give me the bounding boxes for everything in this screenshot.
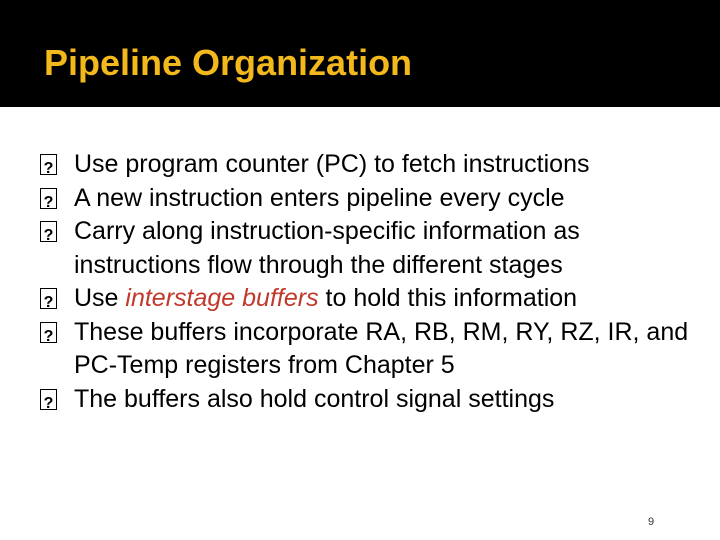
bullet-text: The buffers also hold control signal settings [74,384,555,413]
bullet-item [40,182,690,216]
unknown-glyph-icon [40,188,57,209]
unknown-glyph-icon [40,288,57,309]
bullet-text: Use program counter (PC) to fetch instructions [74,150,590,178]
slide-title: Pipeline Organization [44,42,413,83]
bullet-item [40,215,690,282]
emphasized-term: interstage buffers [125,284,319,312]
bullet-item [40,383,690,417]
bullet-text-end: to hold this information [318,284,578,312]
unknown-glyph-icon [40,389,57,410]
unknown-glyph-icon [40,322,57,343]
unknown-glyph-icon [40,154,57,175]
unknown-glyph-icon [40,221,57,242]
bullet-item [40,316,690,383]
bullet-text: A new instruction enters pipeline every cycle [74,183,565,212]
bullet-item [40,148,690,182]
bullet-list [40,148,690,416]
bullet-text: Carry along instruction-specific information as instructions flow through the different stages [74,217,580,279]
title-bar [0,0,720,107]
bullet-text: These buffers incorporate RA, RB, RM, RY, RZ, IR, and PC-Temp registers from Chapter 5 [74,317,689,379]
page-number: 9 [648,516,655,528]
bullet-item [40,282,690,316]
bullet-text-start: Use [74,284,126,312]
